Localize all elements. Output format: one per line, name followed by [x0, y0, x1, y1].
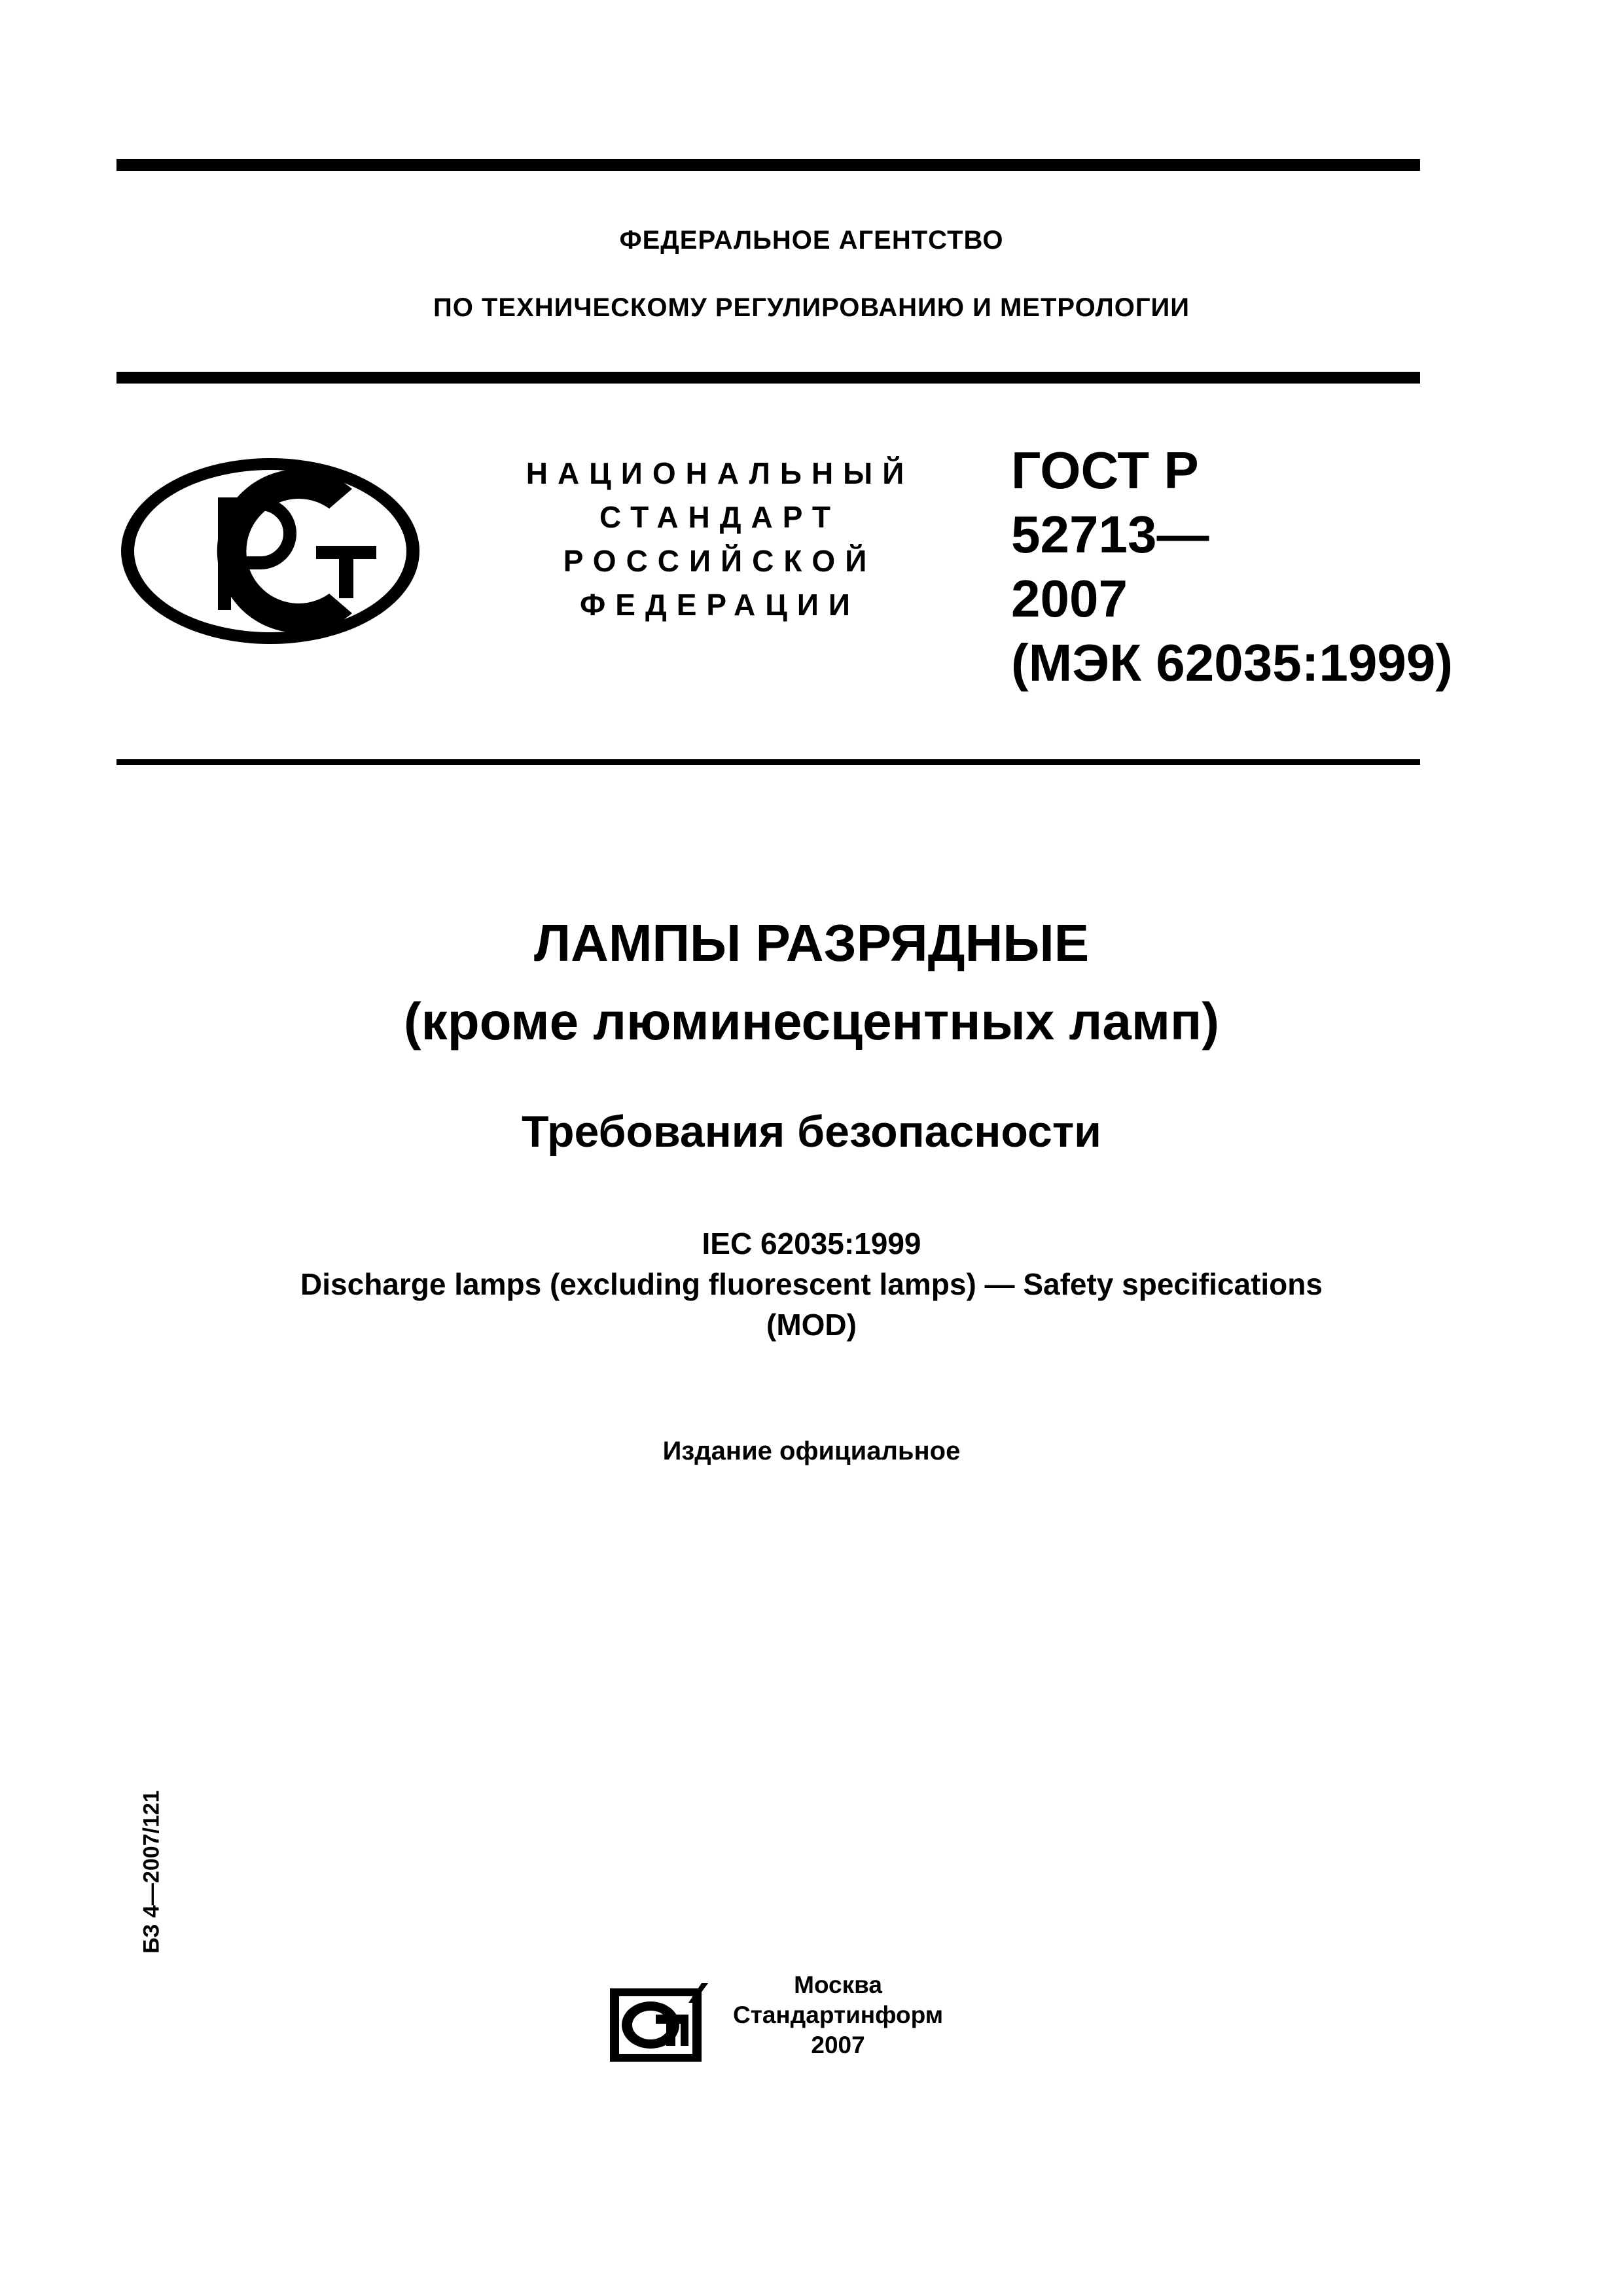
publisher-block: [733, 1970, 943, 2060]
agency-line-1: ФЕДЕРАЛЬНОЕ АГЕНТСТВО: [619, 226, 1004, 255]
document-subtitle: Требования безопасности: [522, 1107, 1101, 1157]
national-standard-line-1: НАЦИОНАЛЬНЫЙ: [526, 456, 914, 490]
standard-id-line-1: ГОСТ Р: [1011, 441, 1199, 499]
top-rule: [116, 159, 1420, 171]
agency-line-2: ПО ТЕХНИЧЕСКОМУ РЕГУЛИРОВАНИЮ И МЕТРОЛОГИИ: [433, 293, 1190, 322]
standard-id-line-2: 52713—: [1011, 505, 1209, 564]
standard-id-line-3: 2007: [1011, 569, 1128, 628]
national-standard-line-4: ФЕДЕРАЦИИ: [580, 588, 860, 622]
iec-mod: (MOD): [766, 1308, 857, 1342]
edition-label: Издание официальное: [662, 1437, 961, 1465]
header-rule: [116, 372, 1420, 384]
section-rule: [116, 759, 1420, 765]
publisher-name: Стандартинформ: [733, 2001, 944, 2028]
rst-logo-icon: [116, 453, 424, 649]
iec-title: Discharge lamps (excluding fluorescent lamps) — Safety specifications: [300, 1267, 1323, 1301]
standartinform-logo-icon: [610, 1983, 708, 2065]
national-standard-label: [497, 452, 942, 627]
publisher-year: 2007: [811, 2032, 865, 2058]
national-standard-line-2: СТАНДАРТ: [599, 500, 840, 534]
document-title-line-2: (кроме люминесцентных ламп): [404, 992, 1219, 1050]
publisher-city: Москва: [794, 1971, 882, 1998]
document-title-line-1: ЛАМПЫ РАЗРЯДНЫЕ: [533, 914, 1090, 972]
national-standard-line-3: РОССИЙСКОЙ: [563, 544, 877, 578]
standard-designation: [1011, 439, 1453, 695]
side-code: БЗ 4—2007/121: [139, 1790, 164, 1954]
iec-number: IEC 62035:1999: [702, 1227, 921, 1261]
standard-id-line-4: (МЭК 62035:1999): [1011, 634, 1453, 692]
